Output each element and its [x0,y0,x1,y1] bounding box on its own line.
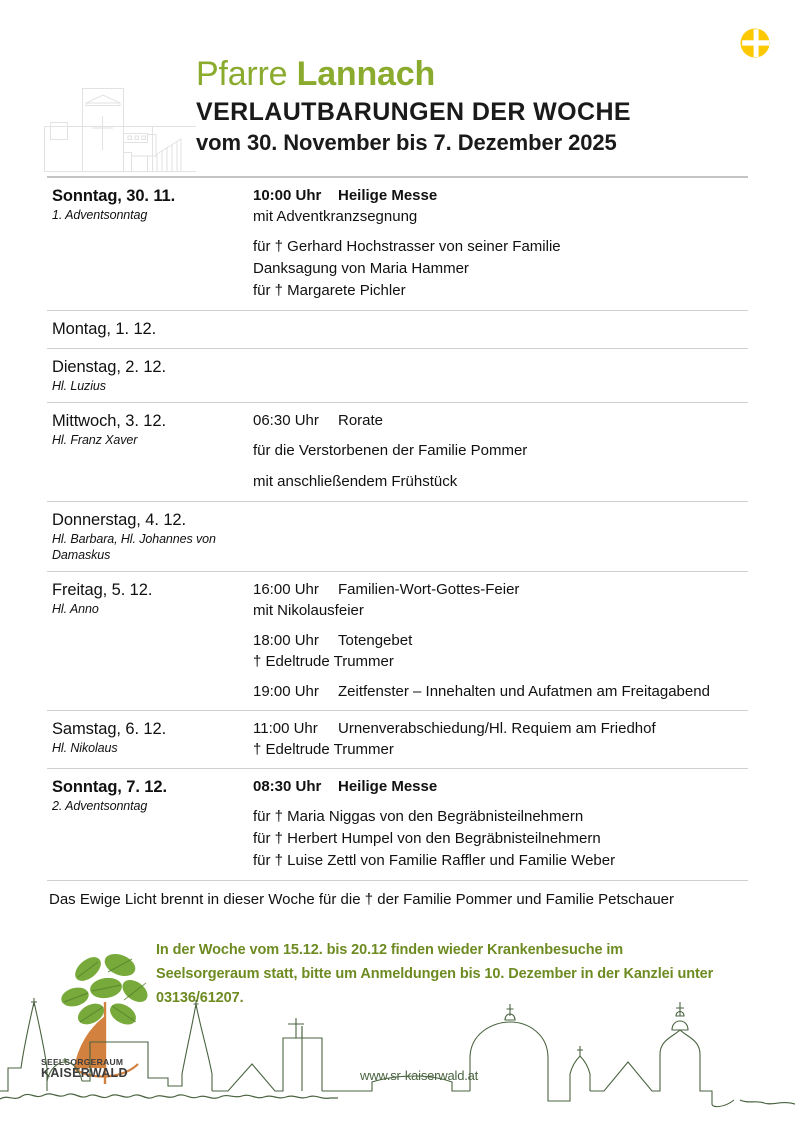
event-subline: † Edeltrude Trummer [253,741,394,758]
day-cell [47,410,252,493]
logo-line-2: KAISERWALD [41,1066,128,1080]
event-headline [253,776,748,797]
day-cell [47,509,252,563]
event-subline: mit Nikolausfeier [253,602,364,619]
event-time: 19:00 Uhr [253,683,319,700]
day-cell [47,579,252,702]
event-entry [253,471,748,493]
day-saint: 1. Adventsonntag [52,208,148,222]
title-prefix: Pfarre [196,55,297,93]
day-cell [47,718,252,760]
event-time: 10:00 Uhr [253,187,322,204]
event-time: 06:30 Uhr [253,412,319,429]
event-title: Familien-Wort-Gottes-Feier [338,581,520,598]
event-subline: mit Adventkranzsegnung [253,208,418,225]
event-title: Heilige Messe [338,778,438,795]
announcement-text: In der Woche vom 15.12. bis 20.12 finden wieder Krankenbesuche im Seelsorgeraum statt, bitte um Anmeldungen bis 10. Dezember in der Kanzlei unter 03136/61207. [156,942,714,1006]
day-saint: Hl. Franz Xaver [52,433,138,447]
event-note-line: für die Verstorbenen der Familie Pommer [253,442,528,459]
day-cell [47,185,252,302]
event-entry [253,236,748,302]
day-name: Dienstag, 2. 12. [52,358,166,376]
schedule-row [47,176,748,310]
day-saint: Hl. Luzius [52,379,106,393]
ewiges-licht-note: Das Ewige Licht brennt in dieser Woche für die † der Familie Pommer und Familie Petschauer [47,880,748,911]
title-block [196,54,776,157]
event-subline: † Edeltrude Trummer [253,653,394,670]
event-title: Totengebet [338,632,413,649]
event-headline [253,718,748,739]
logo-line-1: SEELSORGERAUM [41,1057,124,1067]
schedule-row [47,768,748,880]
day-name: Mittwoch, 3. 12. [52,412,166,430]
event-entry [253,630,748,672]
day-name: Sonntag, 7. 12. [52,778,167,796]
event-title: Urnenverabschiedung/Hl. Requiem am Friedhof [338,720,656,737]
events-cell [252,579,748,702]
events-cell [252,356,748,394]
day-saint: Hl. Nikolaus [52,741,118,755]
church-skyline-illustration [0,996,795,1108]
date-range: vom 30. November bis 7. Dezember 2025 [196,130,617,155]
schedule-row [47,501,748,571]
event-headline [253,630,748,651]
event-note-line: für † Margarete Pichler [253,282,406,299]
event-note-line: für † Maria Niggas von den Begräbnisteilnehmern [253,808,584,825]
day-name: Samstag, 6. 12. [52,720,167,738]
day-saint: Hl. Barbara, Hl. Johannes von Damaskus [52,532,216,562]
events-cell [252,776,748,872]
day-name: Sonntag, 30. 11. [52,187,176,205]
events-cell [252,410,748,493]
schedule-table [47,176,748,880]
event-entry [253,440,748,462]
schedule-row [47,571,748,710]
event-title: Heilige Messe [338,187,438,204]
day-cell [47,356,252,394]
day-name: Montag, 1. 12. [52,320,157,338]
event-entry [253,681,748,702]
event-note-line: für † Herbert Humpel von den Begräbnisteilnehmern [253,830,601,847]
schedule-row [47,402,748,501]
event-time: 08:30 Uhr [253,778,322,795]
events-cell [252,318,748,340]
event-entry [253,806,748,872]
event-entry [253,776,748,797]
event-headline [253,681,748,702]
page-title [196,54,776,94]
day-cell [47,776,252,872]
event-entry [253,579,748,621]
event-time: 11:00 Uhr [253,720,318,737]
page-header [0,0,795,176]
schedule-row [47,310,748,348]
event-note-line: für † Gerhard Hochstrasser von seiner Familie [253,238,561,255]
event-time: 18:00 Uhr [253,632,319,649]
event-title: Zeitfenster – Innehalten und Aufatmen am Freitagabend [338,683,710,700]
event-entry [253,185,748,227]
website-url[interactable]: www.sr-kaiserwald.at [360,1068,479,1083]
event-note-line: für † Luise Zettl von Familie Raffler und Familie Weber [253,852,616,869]
event-note-line: mit anschließendem Frühstück [253,473,458,490]
event-headline [253,185,748,206]
schedule-row [47,348,748,402]
event-headline [253,579,748,600]
church-line-art [44,78,196,174]
events-cell [252,509,748,563]
title-bold: Lannach [296,55,436,93]
event-time: 16:00 Uhr [253,581,319,598]
events-cell [252,185,748,302]
day-name: Donnerstag, 4. 12. [52,511,186,529]
events-cell [252,718,748,760]
event-title: Rorate [338,412,384,429]
page-subtitle: VERLAUTBARUNGEN DER WOCHE [196,98,631,126]
day-cell [47,318,252,340]
day-name: Freitag, 5. 12. [52,581,153,599]
day-saint: 2. Adventsonntag [52,799,148,813]
event-entry [253,410,748,431]
event-entry [253,718,748,760]
event-headline [253,410,748,431]
schedule-row [47,710,748,768]
day-saint: Hl. Anno [52,602,99,616]
event-note-line: Danksagung von Maria Hammer [253,260,469,277]
